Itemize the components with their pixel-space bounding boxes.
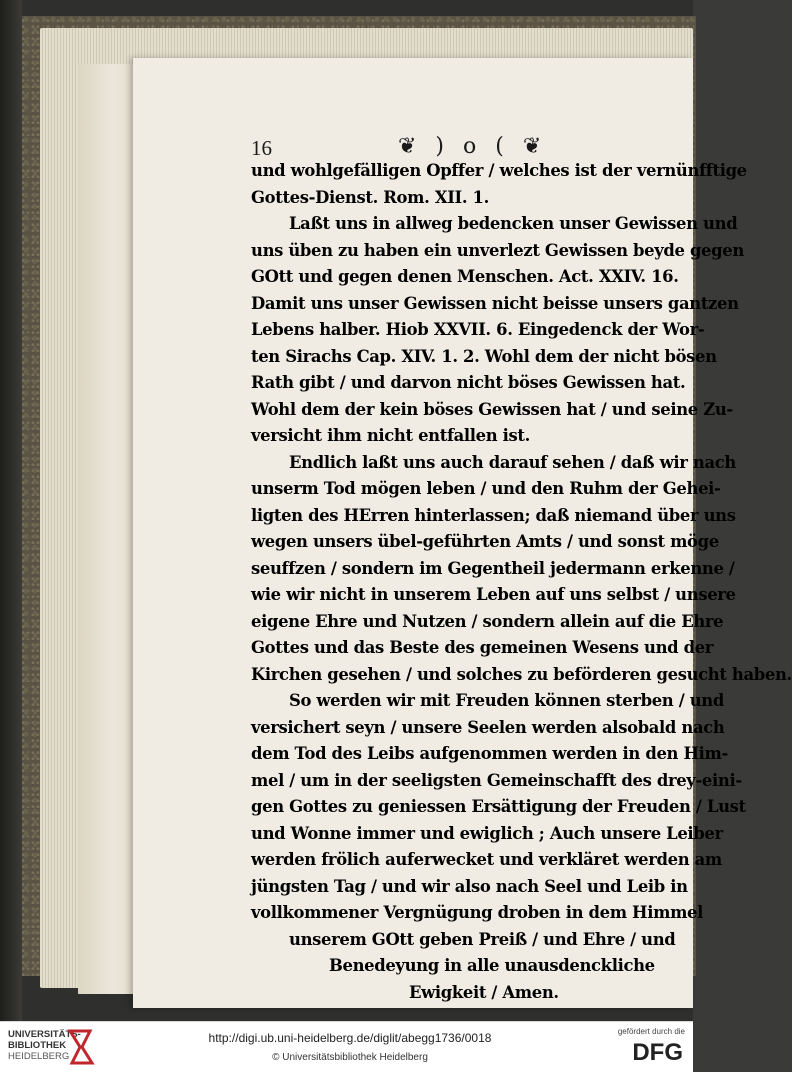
text-line: Ewigkeit / Amen. xyxy=(409,982,559,1002)
text-line: versicht ihm nicht entfallen ist. xyxy=(251,426,530,445)
page-edge xyxy=(78,64,136,994)
text-line: Gottes-Dienst. Rom. XII. 1. xyxy=(251,187,489,207)
text-line: Damit uns unser Gewissen nicht beisse unsers gantzen xyxy=(251,293,739,313)
logo-line: BIBLIOTHEK xyxy=(8,1040,67,1051)
funding-note: gefördert durch die xyxy=(617,1027,685,1036)
text-line: Laßt uns in allweg bedencken unser Gewissen und xyxy=(289,214,738,233)
text-line: Endlich laßt uns auch darauf sehen / daß wir nach xyxy=(289,452,736,472)
text-line: Benedeyung in alle unausdenckliche xyxy=(329,956,655,975)
page-number: 16 xyxy=(251,136,272,160)
copyright-notice: © Universitätsbibliothek Heidelberg xyxy=(272,1052,428,1063)
text-line: GOtt und gegen denen Menschen. Act. XXIV. 16. xyxy=(251,267,679,286)
logo-line: UNIVERSITÄTS- xyxy=(8,1029,81,1040)
spine-shadow xyxy=(0,0,22,1021)
text-line: seuffzen / sondern im Gegentheil jedermann erkenne / xyxy=(251,558,735,578)
text-line: uns üben zu haben ein unverlezt Gewissen beyde gegen xyxy=(251,240,744,260)
text-line: mel / um in der seeligsten Gemeinschafft des drey-eini- xyxy=(251,770,742,790)
text-line: und Wonne immer und ewiglich ; Auch unsere Leiber xyxy=(251,823,723,843)
text-line: ligten des HErren hinterlassen; daß niemand über uns xyxy=(251,505,736,525)
dfg-logo[interactable]: DFG xyxy=(632,1039,683,1066)
text-line: Gottes und das Beste des gemeinen Wesens und der xyxy=(251,638,714,657)
book-page xyxy=(133,58,792,1008)
text-line: und wohlgefälligen Opffer / welches ist der vernünfftige xyxy=(251,161,747,180)
text-line: ten Sirachs Cap. XIV. 1. 2. Wohl dem der nicht bösen xyxy=(251,346,717,366)
text-line: wegen unsers übel-geführten Amts / und sonst möge xyxy=(251,532,719,551)
text-line: Rath gibt / und darvon nicht böses Gewissen hat. xyxy=(251,373,686,392)
permalink-url[interactable]: http://digi.ub.uni-heidelberg.de/diglit/abegg1736/0018 xyxy=(208,1031,492,1045)
viewer-footer xyxy=(0,1021,693,1072)
text-line: unserm Tod mögen leben / und den Ruhm der Gehei- xyxy=(251,479,721,498)
text-line: jüngsten Tag / und wir also nach Seel und Leib in xyxy=(251,876,688,896)
page-text xyxy=(251,158,792,1006)
text-line: So werden wir mit Freuden können sterben / und xyxy=(289,691,724,710)
text-line: vollkommener Vergnügung droben in dem Himmel xyxy=(251,903,704,922)
header-ornament: ❦ ) o ( ❦ xyxy=(398,134,548,159)
text-line: dem Tod des Leibs aufgenommen werden in den Him- xyxy=(251,744,728,763)
text-line: werden frölich auferwecket und verkläret werden am xyxy=(251,850,722,869)
logo-line: HEIDELBERG xyxy=(8,1051,70,1062)
text-line: gen Gottes zu geniessen Ersättigung der Freuden / Lust xyxy=(251,797,746,816)
text-line: Kirchen gesehen / und solches zu beförderen gesucht haben. xyxy=(251,664,792,684)
text-line: Lebens halber. Hiob XXVII. 6. Eingedenck der Wor- xyxy=(251,320,705,339)
text-line: wie wir nicht in unserem Leben auf uns selbst / unsere xyxy=(251,585,736,604)
heidelberg-logo-icon xyxy=(66,1029,96,1065)
text-line: eigene Ehre und Nutzen / sondern allein auf die Ehre xyxy=(251,611,724,631)
text-line: unserem GOtt geben Preiß / und Ehre / und xyxy=(289,929,676,949)
text-line: Wohl dem der kein böses Gewissen hat / und seine Zu- xyxy=(251,399,733,419)
text-line: versichert seyn / unsere Seelen werden alsobald nach xyxy=(251,717,725,737)
